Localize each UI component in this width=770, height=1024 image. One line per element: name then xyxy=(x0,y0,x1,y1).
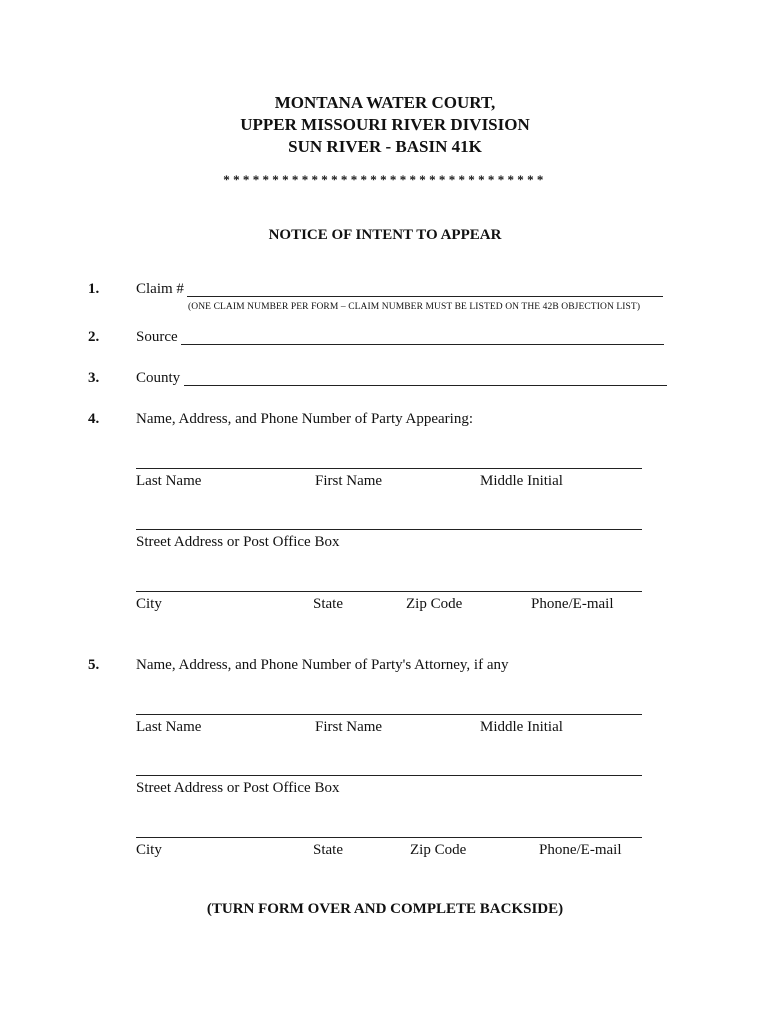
party-city-input-line[interactable] xyxy=(136,591,642,592)
item-number-source: 2. xyxy=(88,329,100,345)
form-title: NOTICE OF INTENT TO APPEAR xyxy=(268,227,502,243)
claim-input-line[interactable] xyxy=(187,296,663,297)
attorney-zip-label: Zip Code xyxy=(410,842,467,858)
party-middle-initial-label: Middle Initial xyxy=(480,473,563,489)
party-phone-label: Phone/E-mail xyxy=(531,596,614,612)
county-input-line[interactable] xyxy=(184,385,667,386)
item-number-party: 4. xyxy=(88,411,100,427)
attorney-city-input-line[interactable] xyxy=(136,837,642,838)
attorney-section-label: Name, Address, and Phone Number of Party's Attorney, if any xyxy=(136,657,509,673)
party-city-label: City xyxy=(136,596,162,612)
county-label: County xyxy=(136,370,181,386)
attorney-middle-initial-label: Middle Initial xyxy=(480,719,563,735)
party-section-label: Name, Address, and Phone Number of Party Appearing: xyxy=(136,411,474,427)
division-name: UPPER MISSOURI RIVER DIVISION xyxy=(240,115,530,134)
party-street-label: Street Address or Post Office Box xyxy=(136,534,340,550)
party-zip-label: Zip Code xyxy=(406,596,463,612)
attorney-state-label: State xyxy=(313,842,343,858)
basin-name: SUN RIVER - BASIN 41K xyxy=(288,137,482,156)
item-number-attorney: 5. xyxy=(88,657,100,673)
item-number-claim: 1. xyxy=(88,281,100,297)
source-input-line[interactable] xyxy=(181,344,664,345)
item-number-county: 3. xyxy=(88,370,100,386)
attorney-city-label: City xyxy=(136,842,162,858)
claim-label: Claim # xyxy=(136,281,184,297)
attorney-phone-label: Phone/E-mail xyxy=(539,842,622,858)
source-label: Source xyxy=(136,329,178,345)
attorney-street-label: Street Address or Post Office Box xyxy=(136,780,340,796)
turn-over-instruction: (TURN FORM OVER AND COMPLETE BACKSIDE) xyxy=(206,901,564,917)
attorney-first-name-label: First Name xyxy=(315,719,383,735)
attorney-name-input-line[interactable] xyxy=(136,714,642,715)
claim-instruction-note: (ONE CLAIM NUMBER PER FORM – CLAIM NUMBER MUST BE LISTED ON THE 42B OBJECTION LIST) xyxy=(188,302,641,312)
party-street-input-line[interactable] xyxy=(136,529,642,530)
court-name: MONTANA WATER COURT, xyxy=(274,93,496,112)
attorney-last-name-label: Last Name xyxy=(136,719,202,735)
party-state-label: State xyxy=(313,596,343,612)
party-first-name-label: First Name xyxy=(315,473,383,489)
party-last-name-label: Last Name xyxy=(136,473,202,489)
party-name-input-line[interactable] xyxy=(136,468,642,469)
star-divider: ********************************* xyxy=(223,172,547,187)
attorney-street-input-line[interactable] xyxy=(136,775,642,776)
